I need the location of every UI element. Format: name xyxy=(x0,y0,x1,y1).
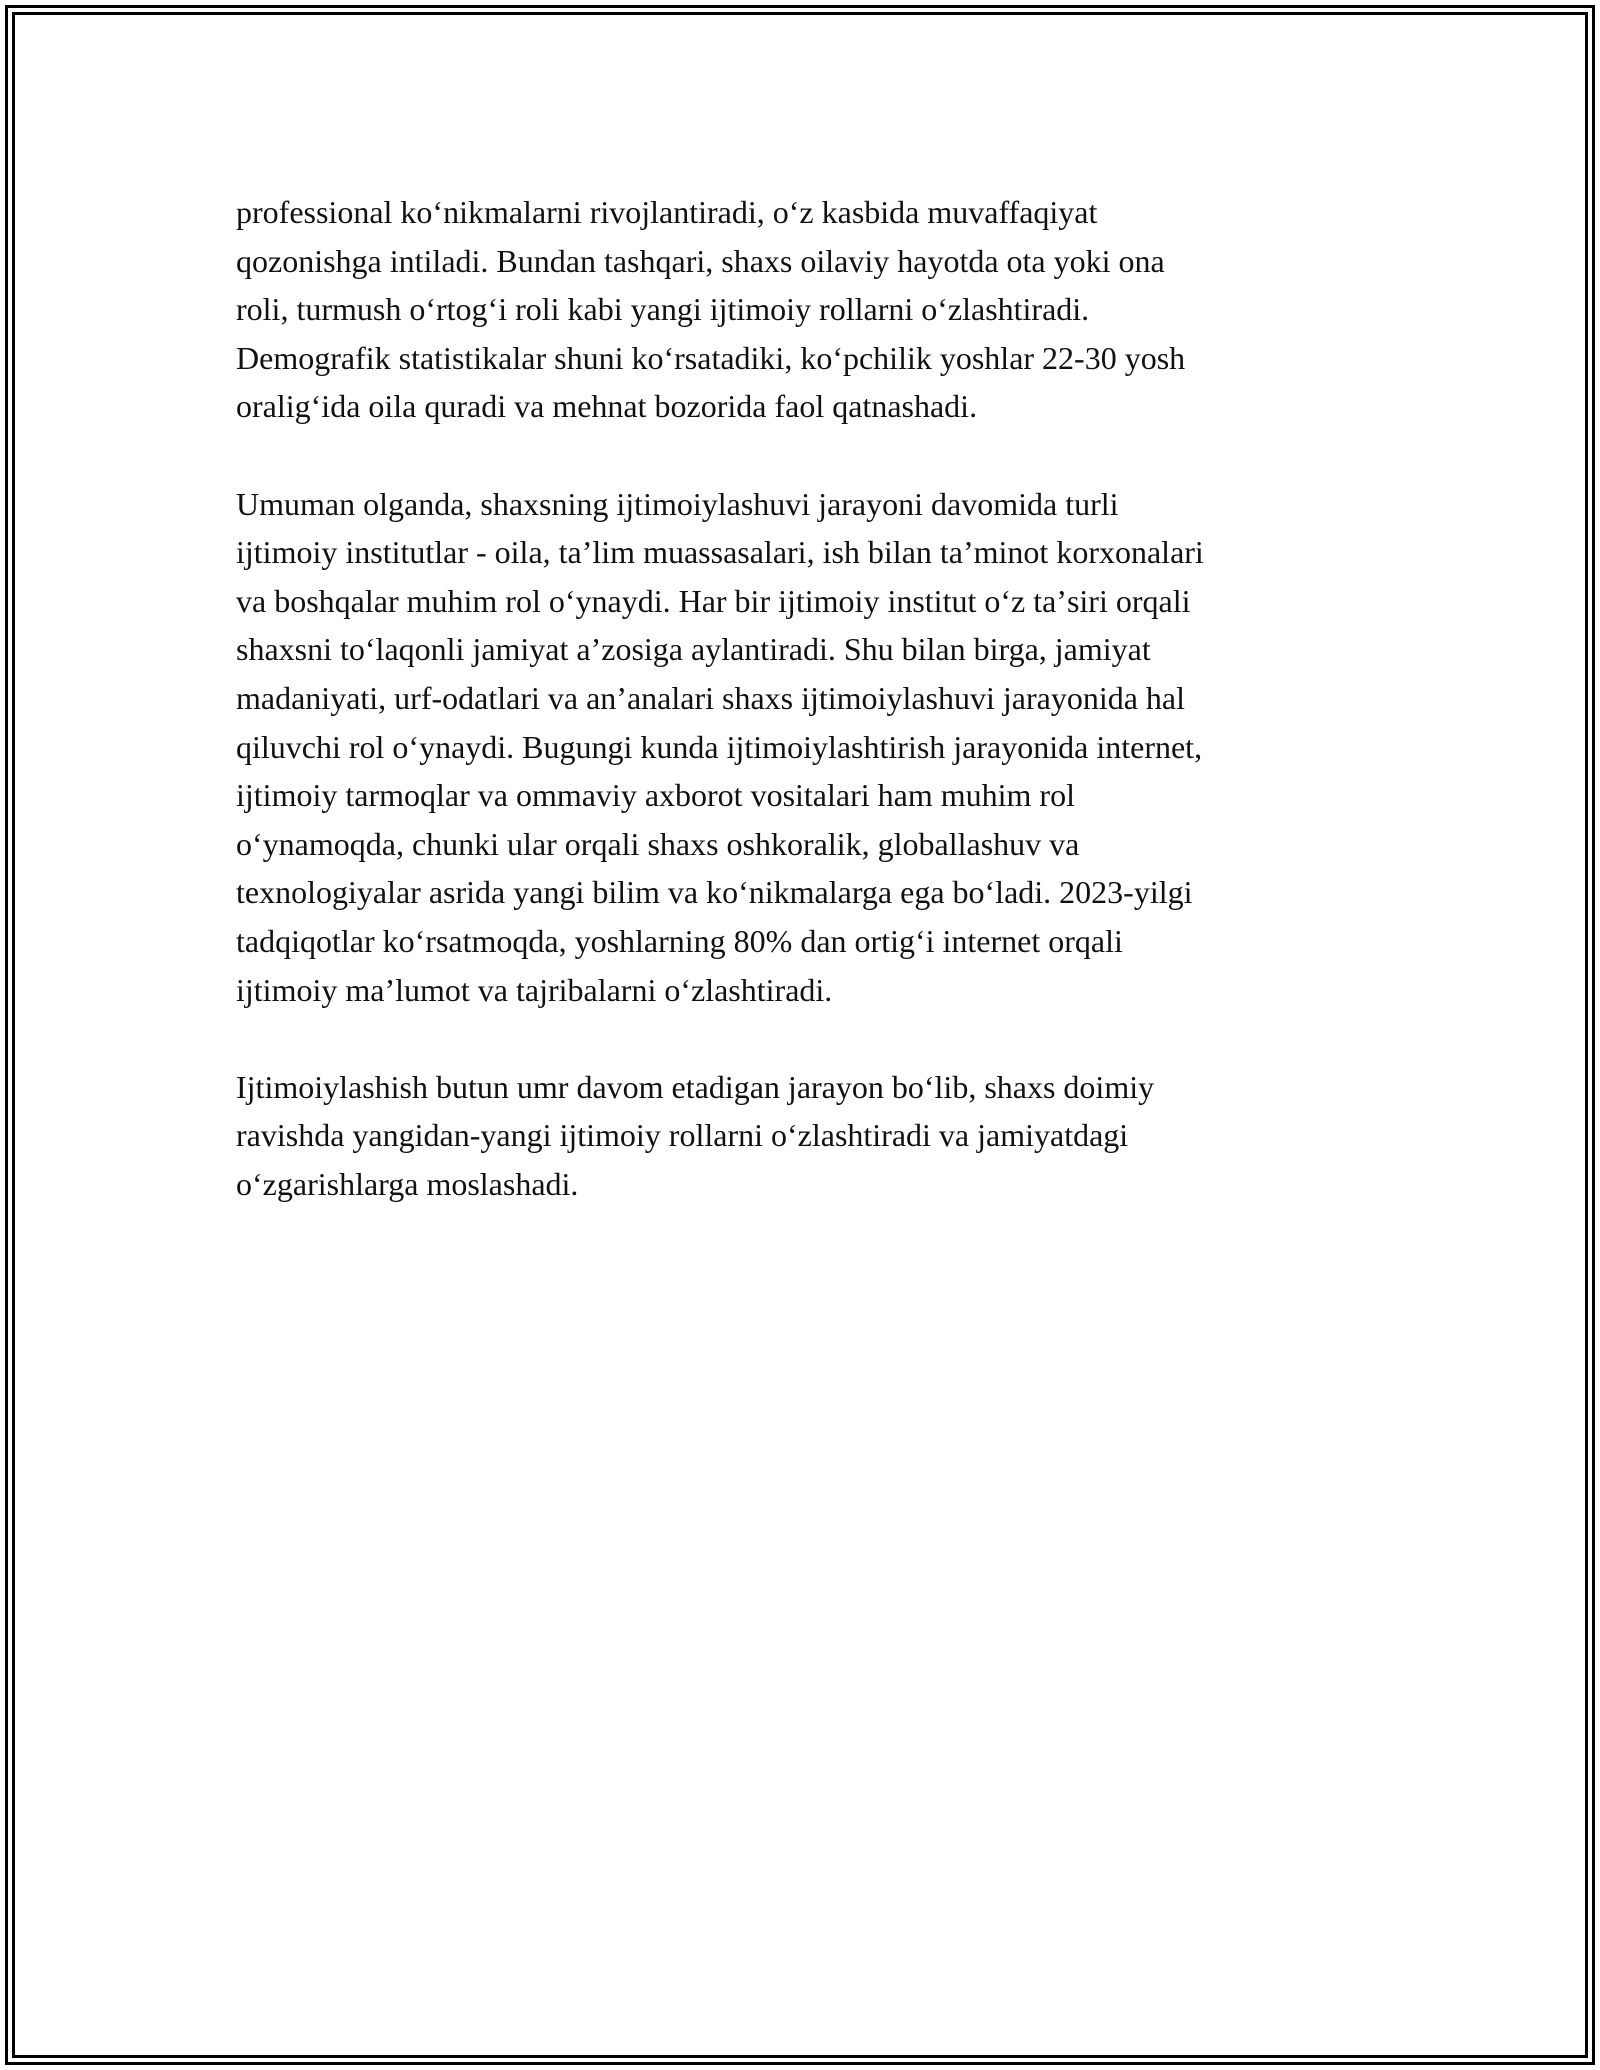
paragraph-1: professional koʻnikmalarni rivojlantiradi, oʻz kasbida muvaffaqiyat qozonishga intiladi. Bundan tashqari, shaxs oilaviy hayotda ota yoki ona roli, turmush oʻrtogʻi roli kabi yangi ijtimoiy rollarni oʻzlashtiradi. Demografik statistikalar shuni koʻrsatadiki, koʻpchilik yoshlar 22-30 yosh oraligʻida oila quradi va mehnat bozorida faol qatnashadi. xyxy=(236,194,1186,425)
paragraph-3: Ijtimoiylashish butun umr davom etadigan jarayon boʻlib, shaxs doimiy ravishda yangidan-yangi ijtimoiy rollarni oʻzlashtiradi va jamiyatdagi oʻzgarishlarga moslashadi. xyxy=(236,1068,1155,1202)
paragraph-2: Umuman olganda, shaxsning ijtimoiylashuvi jarayoni davomida turli ijtimoiy institutlar - oila, taʼlim muassasalari, ish bilan taʼminot korxonalari va boshqalar muhim rol oʻynaydi. Har bir ijtimoiy institut oʻz taʼsiri orqali shaxsni toʻlaqonli jamiyat aʼzosiga aylantiradi. Shu bilan birga, jamiyat madaniyati, urf-odatlari va anʼanalari shaxs ijtimoiylashuvi jarayonida hal qiluvchi rol oʻynaydi. Bugungi kunda ijtimoiylashtirish jarayonida internet, ijtimoiy tarmoqlar va ommaviy axborot vositalari ham muhim rol oʻynamoqda, chunki ular orqali shaxs oshkoralik, globallashuv va texnologiyalar asrida yangi bilim va koʻnikmalarga ega boʻladi. 2023-yilgi tadqiqotlar koʻrsatmoqda, yoshlarning 80% dan ortigʻi internet orqali ijtimoiy maʼlumot va tajribalarni oʻzlashtiradi. xyxy=(236,485,1204,1008)
document-body xyxy=(236,188,1364,1257)
